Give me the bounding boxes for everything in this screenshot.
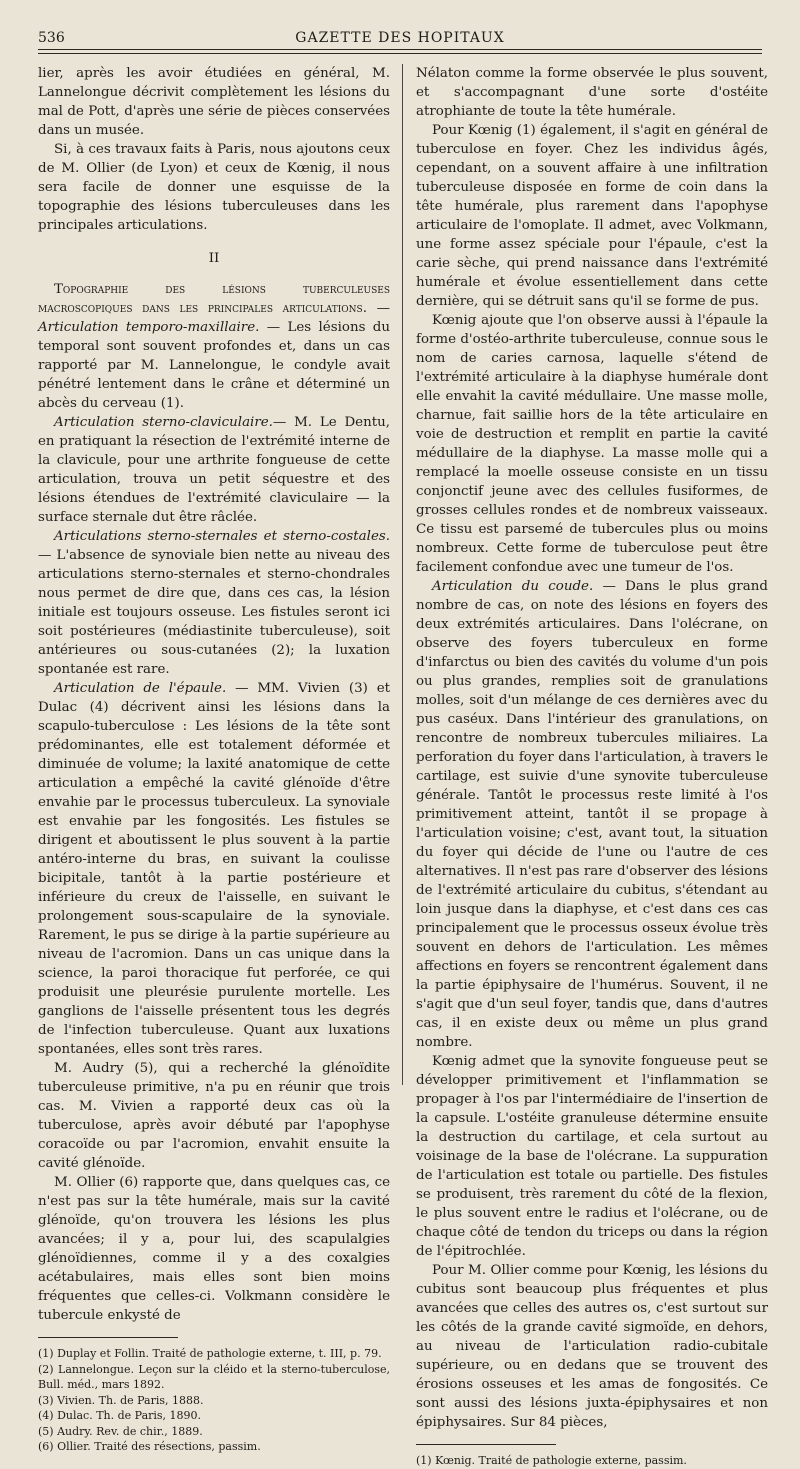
page-header (38, 30, 762, 48)
paragraph: Kœnig admet que la synovite fongueuse peut se développer primitivement et l'inflammation se propager à l'os par l'intermédiaire de l'insertion de la capsule. L'ostéite granuleuse détermine ensuite la destruction du cartilage, et cela surtout au voisinage de la base de l'olécrane. La suppuration de l'articulation est totale ou partielle. Des fistules se produisent, très rarement du côté de la flexion, le plus souvent entre le radius et l'olécrane, ou de chaque côté de tendon du triceps ou dans la région de l'épitrochlée. (416, 1054, 768, 1259)
header-rule-secondary (38, 53, 762, 54)
section-number: II (208, 251, 220, 266)
paragraph: Articulation sterno-claviculaire.— M. Le Dentu, en pratiquant la résection de l'extrémité interne de la clavicule, pour une arthrite fongueuse de cette articulation, trouva un petit séquestre et des lésions étendues de l'extrémité claviculaire — la surface sternale dut être râclée. (38, 415, 390, 525)
footnote: (2) Lannelongue. Leçon sur la cléido et la sterno-tuberculose, Bull. méd., mars 1892. (38, 1362, 390, 1391)
subheading: Articulation du coude. (432, 579, 594, 594)
paragraph: Topographie des lésions tuberculeuses macroscopiques dans les principales articulations. — Articulation temporo-maxillaire. — Les lésions du temporal sont souvent profondes et, dans un cas rapporté par M. Lannelongue, le condyle avait pénétré lentement dans le crâne et déterminé un abcès du cerveau (1). (38, 282, 391, 411)
subheading: Articulation de l'épaule. (54, 681, 227, 696)
paragraph: Articulation de l'épaule. — MM. Vivien (3) et Dulac (4) décrivent ainsi les lésions dans la scapulo-tuberculose : Les lésions de la tête sont prédominantes, elle est totalement déformée et diminuée de volume; la laxité anatomique de cette articulation a empêché la cavité glénoïde d'être envahie par le processus tuberculeux. La synoviale est envahie par les fongosités. Les fistules se dirigent et aboutissent le plus souvent à la partie antéro-interne du bras, en suivant la coulisse bicipitale, tantôt à la partie postérieure et inférieure du creux de l'aisselle, en suivant le prolongement sous-scapulaire de la synoviale. Rarement, le pus se dirige à la partie supérieure au niveau de l'acromion. Dans un cas unique dans la science, la paroi thoracique fut perforée, ce qui produisit une pleurésie purulente mortelle. Les ganglions de l'aisselle présentent tous les degrés de l'infection tuberculeuse. Quant aux luxations spontanées, elles sont très rares. (38, 681, 390, 1057)
footnote: (4) Dulac. Th. de Paris, 1890. (38, 1409, 202, 1422)
column-divider (402, 64, 403, 1085)
footnote: (1) Duplay et Follin. Traité de pathologie externe, t. III, p. 79. (38, 1347, 382, 1360)
footnote-rule (416, 1444, 556, 1445)
footnote: (1) Kœnig. Traité de pathologie externe, passim. (416, 1454, 687, 1467)
footnote-rule (38, 1337, 178, 1338)
paragraph: Kœnig ajoute que l'on observe aussi à l'épaule la forme d'ostéo-arthrite tuberculeuse, connue sous le nom de caries carnosa, laquelle s'étend de l'extrémité articulaire à la diaphyse humérale dont elle envahit la cavité médullaire. Une masse molle, charnue, fait saillie hors de la tête articulaire en voie de destruction et remplit en partie la cavité médullaire de la diaphyse. La masse molle qui a remplacé la moelle osseuse consiste en un tissu conjonctif jeune avec des cellules fusiformes, de grosses cellules rondes et de nombreux vaisseaux. Ce tissu est parsemé de tubercules plus ou moins nombreux. Cette forme de tuberculose peut être facilement confondue avec une tumeur de l'os. (416, 313, 768, 575)
paragraph: Pour Kœnig (1) également, il s'agit en général de tuberculose en foyer. Chez les individus âgés, cependant, on a souvent affaire à une infiltration tuberculeuse disposée en forme de coin dans la tête humérale, plus rarement dans l'apophyse articulaire de l'omoplate. Il admet, avec Volkmann, une forme assez spéciale pour l'épaule, c'est la carie sèche, qui prend naissance dans l'extrémité humérale et évolue essentiellement dans cette dernière, qui se détruit sans qu'il se forme de pus. (416, 123, 768, 309)
paragraph: M. Audry (5), qui a recherché la glénoïdite tuberculeuse primitive, n'a pu en réunir que trois cas. M. Vivien a rapporté deux cas où la tuberculose, après avoir débuté par l'apophyse coracoïde ou par l'acromion, envahit ensuite la cavité glénoïde. (38, 1061, 390, 1171)
section-heading: Topographie des lésions tuberculeuses macroscopiques dans les principales articulations. (38, 282, 390, 316)
footnote: (6) Ollier. Traité des résections, passim. (38, 1440, 261, 1453)
journal-title: GAZETTE DES HOPITAUX (295, 30, 505, 46)
right-column (416, 64, 768, 1469)
subheading: Articulation temporo-maxillaire. (38, 320, 260, 335)
subheading: Articulation sterno-claviculaire. (54, 415, 273, 430)
page-number: 536 (38, 30, 65, 46)
paragraph: Nélaton comme la forme observée le plus souvent, et s'accompagnant d'une sorte d'ostéite atrophiante de toute la tête humérale. (416, 66, 768, 119)
left-column (38, 64, 390, 1455)
header-rule (38, 49, 762, 50)
subheading: Articulations sterno-sternales et sterno-costales. (54, 529, 390, 544)
paragraph: lier, après les avoir étudiées en général, M. Lannelongue décrivit complètement les lésions du mal de Pott, d'après une série de pièces conservées dans un musée. (38, 66, 390, 138)
paragraph: Pour M. Ollier comme pour Kœnig, les lésions du cubitus sont beaucoup plus fréquentes et plus avancées que celles des autres os, c'est surtout sur les côtés de la grande cavité sigmoïde, en dehors, au niveau de l'articulation radio-cubitale supérieure, ou en dedans que se trouvent des érosions osseuses et les amas de fongosités. Ce sont aussi des lésions juxta-épiphysaires et non épiphysaires. Sur 84 pièces, (416, 1263, 768, 1430)
paragraph: Articulation du coude. — Dans le plus grand nombre de cas, on note des lésions en foyers des deux extrémités articulaires. Dans l'olécrane, on observe des foyers tuberculeux en forme d'infarctus ou bien des cavités du volume d'un pois ou plus grandes, remplies soit de granulations molles, soit d'un mélange de ces dernières avec du pus caséux. Dans l'intérieur des granulations, on rencontre de nombreux tubercules miliaires. La perforation du foyer dans l'articulation, à travers le cartilage, est suivie d'une synovite tuberculeuse générale. Tantôt le processus reste limité à l'os primitivement atteint, tantôt il se propage à l'articulation voisine; c'est, avant tout, la situation du foyer qui décide de l'une ou l'autre de ces alternatives. Il n'est pas rare d'observer des lésions de l'extrémité articulaire du cubitus, s'étendant au loin jusque dans la diaphyse, et c'est dans ces cas principalement que le processus osseux évolue très souvent en dehors de l'articulation. Les mêmes affections en foyers se rencontrent également dans la partie épiphysaire de l'humérus. Souvent, il ne s'agit que d'un seul foyer, tandis que, dans d'autres cas, il en existe deux ou même un plus grand nombre. (416, 579, 768, 1050)
footnote: (5) Audry. Rev. de chir., 1889. (38, 1424, 203, 1438)
paragraph: M. Ollier (6) rapporte que, dans quelques cas, ce n'est pas sur la tête humérale, mais sur la cavité glénoïde, qu'on trouvera les lésions les plus avancées; il y a, pour lui, des scapulalgies glénoïdiennes, comme il y a des coxalgies acétabulaires, mais elles sont bien moins fréquentes que celles-ci. Volkmann considère le tubercule enkysté de (38, 1175, 390, 1323)
paragraph: Si, à ces travaux faits à Paris, nous ajoutons ceux de M. Ollier (de Lyon) et ceux de Kœnig, il nous sera facile de donner une esquisse de la topographie des lésions tuberculeuses dans les principales articulations. (38, 142, 390, 233)
paragraph: Articulations sterno-sternales et sterno-costales. — L'absence de synoviale bien nette au niveau des articulations sterno-sternales et sterno-chondrales nous permet de dire que, dans ces cas, la lésion initiale est toujours osseuse. Les fistules seront ici soit postérieures (médiastinite tuberculeuse), soit antérieures ou sous-cutanées (2); la luxation spontanée est rare. (38, 529, 390, 677)
footnote: (3) Vivien. Th. de Paris, 1888. (38, 1393, 204, 1407)
